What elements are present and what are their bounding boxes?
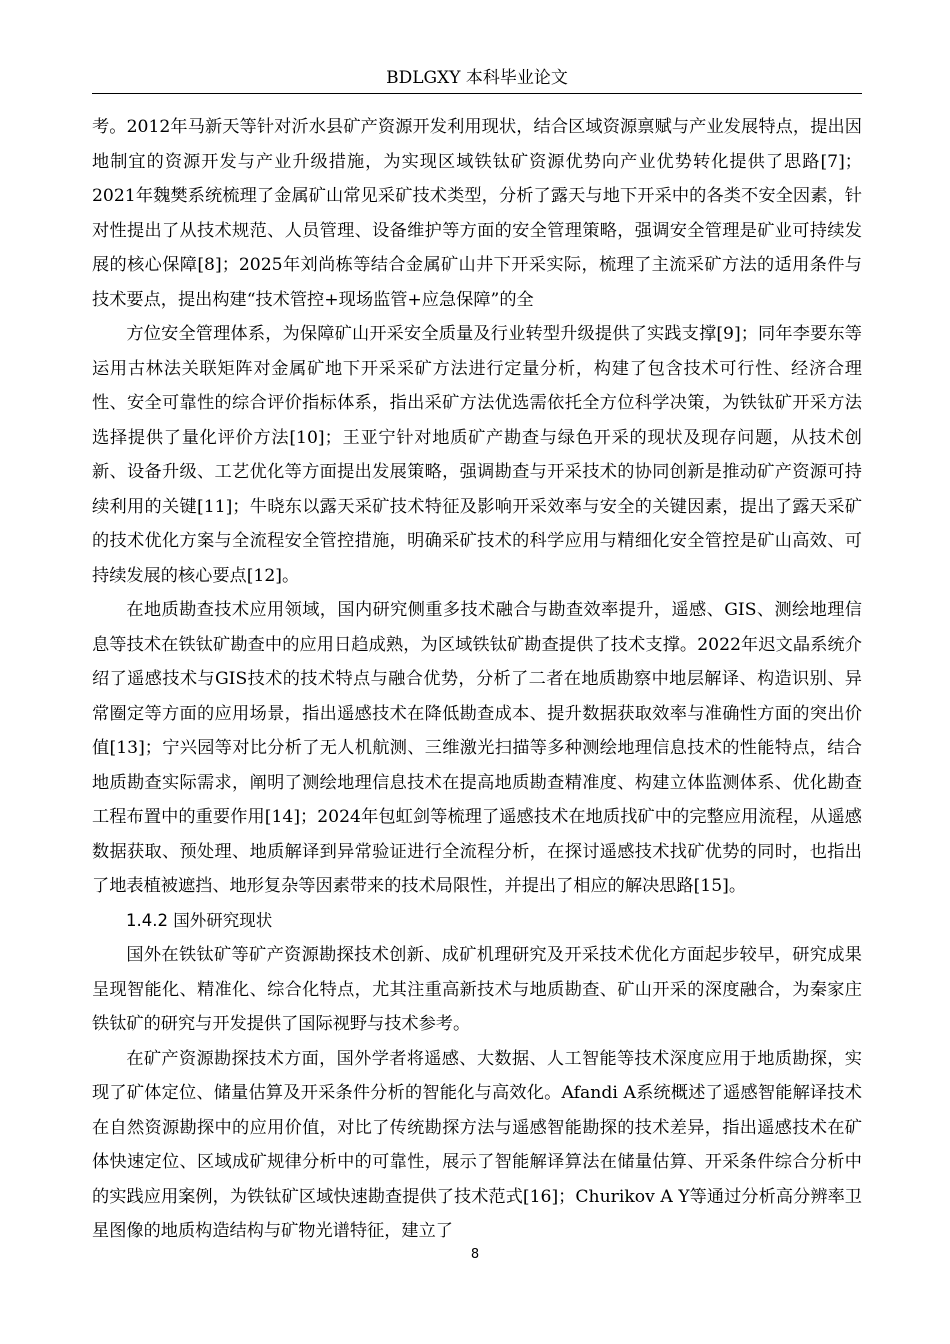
- page-number: 8: [470, 1247, 480, 1262]
- paragraph: 考。2012年马新天等针对沂水县矿产资源开发利用现状，结合区域资源禀赋与产业发展特点，提出因地制宜的资源开发与产业升级措施，为实现区域铁钛矿资源优势向产业优势转化提供了思路[7]；2021年魏樊系统梳理了金属矿山常见采矿技术类型，分析了露天与地下开采中的各类不安全因素，针对性提出了从技术规范、人员管理、设备维护等方面的安全管理策略，强调安全管理是矿业可持续发展的核心保障[8]；2025年刘尚栋等结合金属矿山井下开采实际，梳理了主流采矿方法的适用条件与技术要点，提出构建“技术管控+现场监管+应急保障”的全: [92, 117, 862, 310]
- paragraph: 国外在铁钛矿等矿产资源勘探技术创新、成矿机理研究及开采技术优化方面起步较早，研究成果呈现智能化、精准化、综合化特点，尤其注重高新技术与地质勘查、矿山开采的深度融合，为秦家庄铁钛矿的研究与开发提供了国际视野与技术参考。: [92, 945, 862, 1034]
- page-header: BDLGXY 本科毕业论文: [92, 66, 862, 94]
- paragraph: 方位安全管理体系，为保障矿山开采安全质量及行业转型升级提供了实践支撑[9]；同年李要东等运用古林法关联矩阵对金属矿地下开采采矿方法进行定量分析，构建了包含技术可行性、经济合理性、安全可靠性的综合评价指标体系，指出采矿方法优选需依托全方位科学决策，为铁钛矿开采方法选择提供了量化评价方法[10]；王亚宁针对地质矿产勘查与绿色开采的现状及现存问题，从技术创新、设备升级、工艺优化等方面提出发展策略，强调勘查与开采技术的协同创新是推动矿产资源可持续利用的关键[11]；牛晓东以露天采矿技术特征及影响开采效率与安全的关键因素，提出了露天采矿的技术优化方案与全流程安全管控措施，明确采矿技术的科学应用与精细化安全管控是矿山高效、可持续发展的核心要点[12]。: [92, 324, 862, 586]
- body-text: [92, 110, 862, 1249]
- paragraph: 在地质勘查技术应用领域，国内研究侧重多技术融合与勘查效率提升，遥感、GIS、测绘地理信息等技术在铁钛矿勘查中的应用日趋成熟，为区域铁钛矿勘查提供了技术支撑。2022年迟文晶系统介绍了遥感技术与GIS技术的技术特点与融合优势，分析了二者在地质勘察中地层解译、构造识别、异常圈定等方面的应用场景，指出遥感技术在降低勘查成本、提升数据获取效率与准确性方面的突出价值[13]；宁兴园等对比分析了无人机航测、三维激光扫描等多种测绘地理信息技术的性能特点，结合地质勘查实际需求，阐明了测绘地理信息技术在提高地质勘查精准度、构建立体监测体系、优化勘查工程布置中的重要作用[14]；2024年包虹剑等梳理了遥感技术在地质找矿中的完整应用流程，从遥感数据获取、预处理、地质解译到异常验证进行全流程分析，在探讨遥感技术找矿优势的同时，也指出了地表植被遮挡、地形复杂等因素带来的技术局限性，并提出了相应的解决思路[15]。: [92, 600, 862, 896]
- paragraph: 在矿产资源勘探技术方面，国外学者将遥感、大数据、人工智能等技术深度应用于地质勘探，实现了矿体定位、储量估算及开采条件分析的智能化与高效化。Afandi A系统概述了遥感智能解译技术在自然资源勘探中的应用价值，对比了传统勘探方法与遥感智能勘探的技术差异，指出遥感技术在矿体快速定位、区域成矿规律分析中的可靠性，展示了智能解译算法在储量估算、开采条件综合分析中的实践应用案例，为铁钛矿区域快速勘查提供了技术范式[16]；Churikov A Y等通过分析高分辨率卫星图像的地质构造结构与矿物光谱特征，建立了: [92, 1048, 862, 1241]
- section-heading: 1.4.2 国外研究现状: [126, 910, 273, 930]
